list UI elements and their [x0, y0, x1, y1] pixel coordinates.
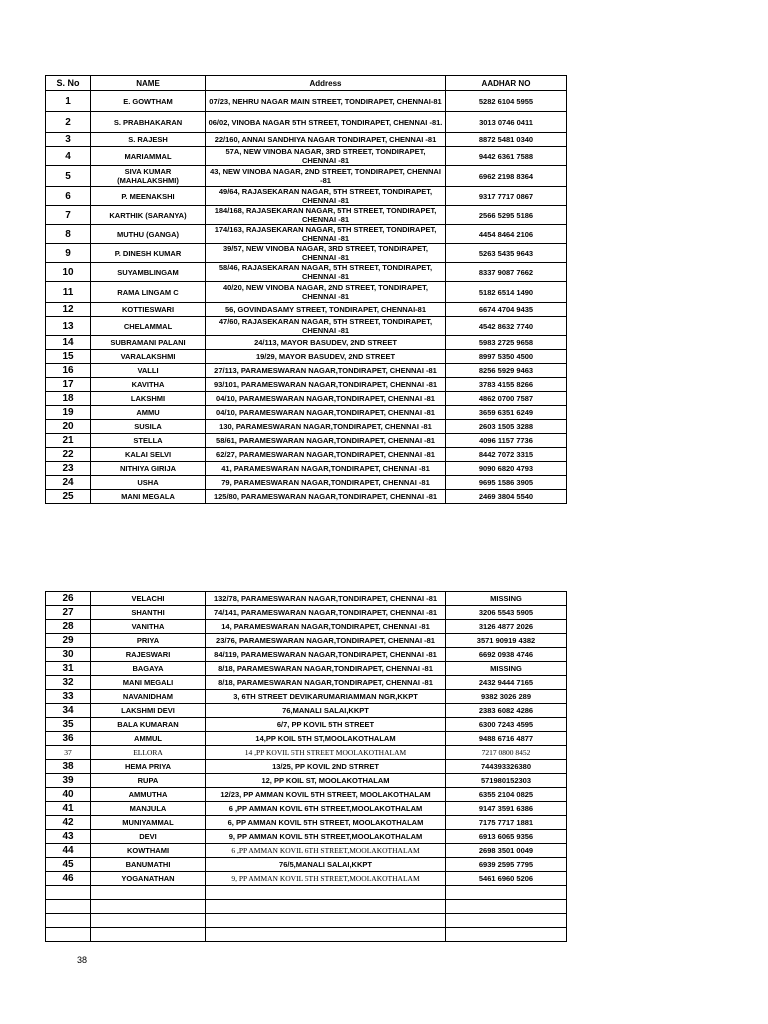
cell-sno: 16 [46, 364, 91, 378]
cell-aadhar: 4454 8464 2106 [446, 225, 567, 244]
table-row [46, 303, 567, 317]
cell-name: ELLORA [91, 746, 206, 760]
cell-name: DEVI [91, 830, 206, 844]
cell-sno [46, 886, 91, 900]
table-row [46, 690, 567, 704]
cell-name: KALAI SELVI [91, 448, 206, 462]
cell-aadhar: 3126 4877 2026 [446, 620, 567, 634]
cell-name: SUBRAMANI PALANI [91, 336, 206, 350]
cell-address: 27/113, PARAMESWARAN NAGAR,TONDIRAPET, CHENNAI -81 [206, 364, 446, 378]
cell-sno: 21 [46, 434, 91, 448]
cell-aadhar: 7175 7717 1881 [446, 816, 567, 830]
table-row [46, 900, 567, 914]
cell-name: LAKSHMI DEVI [91, 704, 206, 718]
cell-sno: 18 [46, 392, 91, 406]
cell-sno: 37 [46, 746, 91, 760]
cell-sno: 31 [46, 662, 91, 676]
cell-aadhar: 3571 90919 4382 [446, 634, 567, 648]
cell-aadhar: 9442 6361 7588 [446, 147, 567, 166]
cell-address: 184/168, RAJASEKARAN NAGAR, 5TH STREET, TONDIRAPET, CHENNAI -81 [206, 206, 446, 225]
cell-address: 13/25, PP KOVIL 2ND STRRET [206, 760, 446, 774]
cell-sno: 22 [46, 448, 91, 462]
cell-sno: 34 [46, 704, 91, 718]
table-row [46, 406, 567, 420]
table-row [46, 816, 567, 830]
cell-sno [46, 928, 91, 942]
cell-sno: 41 [46, 802, 91, 816]
table-row [46, 187, 567, 206]
cell-aadhar [446, 914, 567, 928]
cell-name [91, 928, 206, 942]
cell-name: AMMUTHA [91, 788, 206, 802]
cell-address: 58/46, RAJASEKARAN NAGAR, 5TH STREET, TONDIRAPET, CHENNAI -81 [206, 263, 446, 282]
cell-sno: 19 [46, 406, 91, 420]
cell-sno: 28 [46, 620, 91, 634]
cell-name: LAKSHMI [91, 392, 206, 406]
cell-sno: 38 [46, 760, 91, 774]
cell-aadhar: 3783 4155 8266 [446, 378, 567, 392]
cell-aadhar: 8997 5350 4500 [446, 350, 567, 364]
cell-name: BANUMATHI [91, 858, 206, 872]
cell-name: KOWTHAMI [91, 844, 206, 858]
cell-name [91, 900, 206, 914]
table-row [46, 914, 567, 928]
cell-sno: 8 [46, 225, 91, 244]
cell-aadhar: 2698 3501 0049 [446, 844, 567, 858]
cell-aadhar: 5983 2725 9658 [446, 336, 567, 350]
cell-name: RAJESWARI [91, 648, 206, 662]
cell-address [206, 928, 446, 942]
cell-name: MANI MEGALA [91, 490, 206, 504]
cell-name: AMMU [91, 406, 206, 420]
cell-address: 58/61, PARAMESWARAN NAGAR,TONDIRAPET, CHENNAI -81 [206, 434, 446, 448]
cell-name: VELACHI [91, 592, 206, 606]
table-row [46, 392, 567, 406]
table-row [46, 434, 567, 448]
cell-sno: 24 [46, 476, 91, 490]
header-row [46, 76, 567, 91]
table-row [46, 147, 567, 166]
cell-name: VALLI [91, 364, 206, 378]
cell-address: 07/23, NEHRU NAGAR MAIN STREET, TONDIRAPET, CHENNAI-81 [206, 91, 446, 112]
cell-address: 06/02, VINOBA NAGAR 5TH STREET, TONDIRAPET, CHENNAI -81. [206, 112, 446, 133]
cell-address: 14,PP KOIL 5TH ST,MOOLAKOTHALAM [206, 732, 446, 746]
cell-address: 47/60, RAJASEKARAN NAGAR, 5TH STREET, TONDIRAPET, CHENNAI -81 [206, 317, 446, 336]
cell-aadhar: 9382 3026 289 [446, 690, 567, 704]
table-row [46, 844, 567, 858]
cell-aadhar: 5461 6960 5206 [446, 872, 567, 886]
cell-name: SUYAMBLINGAM [91, 263, 206, 282]
cell-aadhar [446, 886, 567, 900]
register-table-1 [45, 75, 567, 504]
table-row [46, 704, 567, 718]
cell-name: VARALAKSHMI [91, 350, 206, 364]
cell-aadhar: 3206 5543 5905 [446, 606, 567, 620]
page-number: 38 [77, 955, 88, 965]
header-name: NAME [91, 76, 206, 91]
cell-sno [46, 900, 91, 914]
cell-address: 41, PARAMESWARAN NAGAR,TONDIRAPET, CHENNAI -81 [206, 462, 446, 476]
table-row [46, 490, 567, 504]
cell-aadhar: 2432 9444 7165 [446, 676, 567, 690]
cell-name: NAVANIDHAM [91, 690, 206, 704]
cell-address: 84/119, PARAMESWARAN NAGAR,TONDIRAPET, CHENNAI -81 [206, 648, 446, 662]
cell-name: P. DINESH KUMAR [91, 244, 206, 263]
cell-address: 76/5,MANALI SALAI,KKPT [206, 858, 446, 872]
cell-address: 49/64, RAJASEKARAN NAGAR, 5TH STREET, TONDIRAPET, CHENNAI -81 [206, 187, 446, 206]
cell-aadhar: 6913 6065 9356 [446, 830, 567, 844]
cell-address: 93/101, PARAMESWARAN NAGAR,TONDIRAPET, CHENNAI -81 [206, 378, 446, 392]
cell-sno: 30 [46, 648, 91, 662]
table-row [46, 112, 567, 133]
cell-sno: 27 [46, 606, 91, 620]
cell-address [206, 886, 446, 900]
table-row [46, 858, 567, 872]
cell-aadhar: 2603 1505 3288 [446, 420, 567, 434]
cell-name [91, 914, 206, 928]
cell-address: 56, GOVINDASAMY STREET, TONDIRAPET, CHENNAI-81 [206, 303, 446, 317]
table-row [46, 788, 567, 802]
header-address: Address [206, 76, 446, 91]
cell-sno: 9 [46, 244, 91, 263]
cell-aadhar: 6692 0938 4746 [446, 648, 567, 662]
cell-name: SUSILA [91, 420, 206, 434]
table-row [46, 732, 567, 746]
cell-sno: 26 [46, 592, 91, 606]
cell-aadhar: 8256 5929 9463 [446, 364, 567, 378]
table-row [46, 336, 567, 350]
cell-address: 76,MANALI SALAI,KKPT [206, 704, 446, 718]
cell-name: S. PRABHAKARAN [91, 112, 206, 133]
cell-aadhar: 3013 0746 0411 [446, 112, 567, 133]
table-row [46, 166, 567, 187]
cell-name: S. RAJESH [91, 133, 206, 147]
cell-address: 6 ,PP AMMAN KOVIL 6TH STREET,MOOLAKOTHALAM [206, 802, 446, 816]
cell-sno: 13 [46, 317, 91, 336]
cell-name: KARTHIK (SARANYA) [91, 206, 206, 225]
cell-aadhar: 5263 5435 9643 [446, 244, 567, 263]
cell-aadhar: 3659 6351 6249 [446, 406, 567, 420]
table-row [46, 662, 567, 676]
cell-aadhar [446, 900, 567, 914]
cell-name: SIVA KUMAR (MAHALAKSHMI) [91, 166, 206, 187]
cell-aadhar: 9147 3591 6386 [446, 802, 567, 816]
cell-name: CHELAMMAL [91, 317, 206, 336]
cell-name: AMMUL [91, 732, 206, 746]
cell-aadhar [446, 928, 567, 942]
cell-address: 14 ,PP KOVIL 5TH STREET MOOLAKOTHALAM [206, 746, 446, 760]
cell-address: 12, PP KOIL ST, MOOLAKOTHALAM [206, 774, 446, 788]
cell-address: 57A, NEW VINOBA NAGAR, 3RD STREET, TONDIRAPET, CHENNAI -81 [206, 147, 446, 166]
cell-name: NITHIYA GIRIJA [91, 462, 206, 476]
cell-sno: 23 [46, 462, 91, 476]
table-row [46, 462, 567, 476]
cell-name: BALA KUMARAN [91, 718, 206, 732]
table-row [46, 282, 567, 303]
table-row [46, 886, 567, 900]
cell-aadhar: 4096 1157 7736 [446, 434, 567, 448]
table-row [46, 592, 567, 606]
cell-name: STELLA [91, 434, 206, 448]
table-row [46, 378, 567, 392]
cell-address: 43, NEW VINOBA NAGAR, 2ND STREET, TONDIRAPET, CHENNAI -81 [206, 166, 446, 187]
cell-aadhar: 6300 7243 4595 [446, 718, 567, 732]
cell-aadhar: 744393326380 [446, 760, 567, 774]
cell-address: 132/78, PARAMESWARAN NAGAR,TONDIRAPET, CHENNAI -81 [206, 592, 446, 606]
table-row [46, 872, 567, 886]
cell-sno: 32 [46, 676, 91, 690]
cell-address: 22/160, ANNAI SANDHIYA NAGAR TONDIRAPET, CHENNAI -81 [206, 133, 446, 147]
cell-aadhar: 571980152303 [446, 774, 567, 788]
register-table-2 [45, 591, 567, 942]
cell-address: 62/27, PARAMESWARAN NAGAR,TONDIRAPET, CHENNAI -81 [206, 448, 446, 462]
cell-aadhar: 6674 4704 9435 [446, 303, 567, 317]
cell-name: RUPA [91, 774, 206, 788]
cell-aadhar: 2469 3804 5540 [446, 490, 567, 504]
cell-aadhar: 9488 6716 4877 [446, 732, 567, 746]
cell-address: 6 ,PP AMMAN KOVIL 6TH STREET,MOOLAKOTHALAM [206, 844, 446, 858]
cell-sno: 1 [46, 91, 91, 112]
cell-name: SHANTHI [91, 606, 206, 620]
cell-address: 19/29, MAYOR BASUDEV, 2ND STREET [206, 350, 446, 364]
cell-sno: 43 [46, 830, 91, 844]
cell-address: 125/80, PARAMESWARAN NAGAR,TONDIRAPET, CHENNAI -81 [206, 490, 446, 504]
cell-aadhar: 5182 6514 1490 [446, 282, 567, 303]
table-row [46, 476, 567, 490]
cell-aadhar: 6355 2104 0825 [446, 788, 567, 802]
cell-aadhar: 6962 2198 8364 [446, 166, 567, 187]
cell-aadhar: 9317 7717 0867 [446, 187, 567, 206]
table-row [46, 420, 567, 434]
table-row [46, 133, 567, 147]
cell-address: 24/113, MAYOR BASUDEV, 2ND STREET [206, 336, 446, 350]
cell-name: MANI MEGALI [91, 676, 206, 690]
cell-address: 9, PP AMMAN KOVIL 5TH STREET,MOOLAKOTHALAM [206, 872, 446, 886]
cell-address: 74/141, PARAMESWARAN NAGAR,TONDIRAPET, CHENNAI -81 [206, 606, 446, 620]
cell-name [91, 886, 206, 900]
cell-address: 04/10, PARAMESWARAN NAGAR,TONDIRAPET, CHENNAI -81 [206, 406, 446, 420]
header-aadhar: AADHAR NO [446, 76, 567, 91]
cell-name: KOTTIESWARI [91, 303, 206, 317]
cell-name: USHA [91, 476, 206, 490]
cell-sno: 29 [46, 634, 91, 648]
cell-aadhar: MISSING [446, 592, 567, 606]
cell-sno: 12 [46, 303, 91, 317]
cell-sno: 17 [46, 378, 91, 392]
table-row [46, 91, 567, 112]
cell-sno: 35 [46, 718, 91, 732]
cell-sno: 40 [46, 788, 91, 802]
cell-address: 174/163, RAJASEKARAN NAGAR, 5TH STREET, TONDIRAPET, CHENNAI -81 [206, 225, 446, 244]
cell-name: P. MEENAKSHI [91, 187, 206, 206]
cell-name: E. GOWTHAM [91, 91, 206, 112]
table-row [46, 244, 567, 263]
cell-address: 40/20, NEW VINOBA NAGAR, 2ND STREET, TONDIRAPET, CHENNAI -81 [206, 282, 446, 303]
table-row [46, 620, 567, 634]
cell-sno: 20 [46, 420, 91, 434]
cell-sno: 33 [46, 690, 91, 704]
cell-sno: 6 [46, 187, 91, 206]
cell-aadhar: 4542 8632 7740 [446, 317, 567, 336]
cell-address: 79, PARAMESWARAN NAGAR,TONDIRAPET, CHENNAI -81 [206, 476, 446, 490]
cell-address: 130, PARAMESWARAN NAGAR,TONDIRAPET, CHENNAI -81 [206, 420, 446, 434]
cell-name: MUNIYAMMAL [91, 816, 206, 830]
cell-aadhar: 2383 6082 4286 [446, 704, 567, 718]
table-row [46, 225, 567, 244]
table-row [46, 760, 567, 774]
cell-name: MUTHU (GANGA) [91, 225, 206, 244]
table-row [46, 676, 567, 690]
table-row [46, 448, 567, 462]
table-row [46, 802, 567, 816]
table-row [46, 364, 567, 378]
cell-aadhar: 9695 1586 3905 [446, 476, 567, 490]
table-row [46, 350, 567, 364]
cell-sno: 7 [46, 206, 91, 225]
cell-aadhar: 2566 5295 5186 [446, 206, 567, 225]
table-row [46, 928, 567, 942]
cell-address: 12/23, PP AMMAN KOVIL 5TH STREET, MOOLAKOTHALAM [206, 788, 446, 802]
cell-name: PRIYA [91, 634, 206, 648]
cell-address: 23/76, PARAMESWARAN NAGAR,TONDIRAPET, CHENNAI -81 [206, 634, 446, 648]
cell-address: 14, PARAMESWARAN NAGAR,TONDIRAPET, CHENNAI -81 [206, 620, 446, 634]
table-row [46, 634, 567, 648]
cell-address: 6, PP AMMAN KOVIL 5TH STREET, MOOLAKOTHALAM [206, 816, 446, 830]
cell-sno: 11 [46, 282, 91, 303]
table-row [46, 606, 567, 620]
cell-address: 3, 6TH STREET DEVIKARUMARIAMMAN NGR,KKPT [206, 690, 446, 704]
cell-aadhar: 6939 2595 7795 [446, 858, 567, 872]
cell-sno: 42 [46, 816, 91, 830]
cell-name: RAMA LINGAM C [91, 282, 206, 303]
table-row [46, 317, 567, 336]
cell-address: 39/57, NEW VINOBA NAGAR, 3RD STREET, TONDIRAPET, CHENNAI -81 [206, 244, 446, 263]
cell-sno: 3 [46, 133, 91, 147]
cell-sno: 5 [46, 166, 91, 187]
table-row [46, 263, 567, 282]
table-row [46, 648, 567, 662]
cell-address: 04/10, PARAMESWARAN NAGAR,TONDIRAPET, CHENNAI -81 [206, 392, 446, 406]
cell-sno: 45 [46, 858, 91, 872]
cell-sno: 36 [46, 732, 91, 746]
cell-address: 8/18, PARAMESWARAN NAGAR,TONDIRAPET, CHENNAI -81 [206, 676, 446, 690]
cell-name: KAVITHA [91, 378, 206, 392]
cell-address: 8/18, PARAMESWARAN NAGAR,TONDIRAPET, CHENNAI -81 [206, 662, 446, 676]
table-row [46, 830, 567, 844]
cell-aadhar: 5282 6104 5955 [446, 91, 567, 112]
table-row [46, 774, 567, 788]
table-row [46, 718, 567, 732]
cell-name: YOGANATHAN [91, 872, 206, 886]
cell-address: 9, PP AMMAN KOVIL 5TH STREET,MOOLAKOTHALAM [206, 830, 446, 844]
cell-name: MANJULA [91, 802, 206, 816]
cell-sno: 25 [46, 490, 91, 504]
cell-sno: 46 [46, 872, 91, 886]
cell-name: BAGAYA [91, 662, 206, 676]
cell-sno: 2 [46, 112, 91, 133]
cell-sno: 14 [46, 336, 91, 350]
cell-aadhar: 8337 9087 7662 [446, 263, 567, 282]
cell-name: HEMA PRIYA [91, 760, 206, 774]
cell-sno: 10 [46, 263, 91, 282]
table-row [46, 206, 567, 225]
cell-sno [46, 914, 91, 928]
cell-name: MARIAMMAL [91, 147, 206, 166]
cell-aadhar: 8442 7072 3315 [446, 448, 567, 462]
cell-sno: 39 [46, 774, 91, 788]
cell-aadhar: 8872 5481 0340 [446, 133, 567, 147]
cell-sno: 4 [46, 147, 91, 166]
table-row [46, 746, 567, 760]
cell-sno: 15 [46, 350, 91, 364]
cell-name: VANITHA [91, 620, 206, 634]
cell-aadhar: 4862 0700 7587 [446, 392, 567, 406]
cell-address [206, 914, 446, 928]
cell-aadhar: 7217 0800 8452 [446, 746, 567, 760]
cell-sno: 44 [46, 844, 91, 858]
cell-address [206, 900, 446, 914]
cell-aadhar: 9090 6820 4793 [446, 462, 567, 476]
cell-aadhar: MISSING [446, 662, 567, 676]
header-sno: S. No [46, 76, 91, 91]
cell-address: 6/7, PP KOVIL 5TH STREET [206, 718, 446, 732]
